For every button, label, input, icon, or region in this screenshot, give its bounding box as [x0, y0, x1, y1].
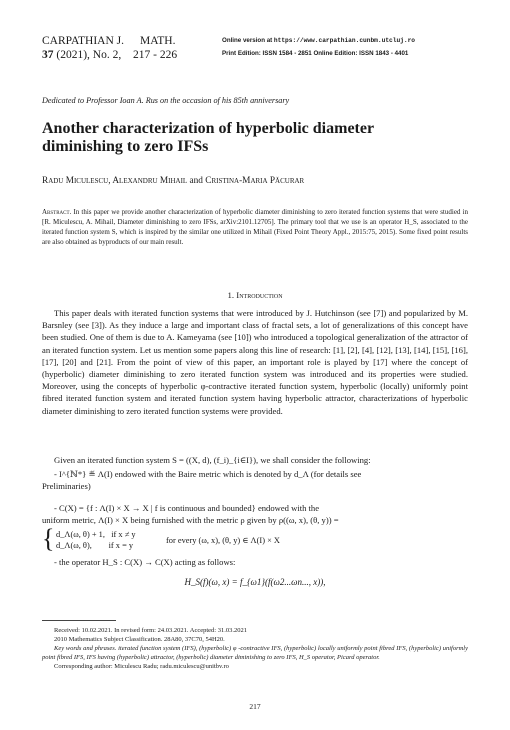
page-number: 217	[249, 702, 261, 711]
bullet-cx-line2: uniform metric, Λ(I) × X being furnished with the metric ρ given by ρ((ω, x), (θ, y)) =	[42, 515, 339, 526]
author-1: Radu Miculescu	[42, 176, 109, 186]
footnote-msc: 2010 Mathematics Subject Classification. 28A80, 37C70, 54H20.	[54, 636, 225, 643]
abstract-label: Abstract.	[42, 208, 72, 216]
page-range	[133, 48, 177, 62]
author-list	[42, 176, 304, 186]
footnote-rule	[42, 620, 116, 621]
bullet-lambda-line2: Preliminaries)	[42, 481, 91, 492]
title-line-1: Another characterization of hyperbolic diameter	[42, 120, 375, 137]
journal-name	[42, 34, 124, 48]
intro-paragraph-2: Given an iterated function system S = ((X, d), (f_i)_{i∈I}), we shall consider the following:	[54, 455, 371, 465]
online-url-link[interactable]: https://www.carpathian.cunbm.utcluj.ro	[273, 37, 416, 44]
author-2: Alexandru Mihail	[112, 176, 188, 186]
bullet-cx	[42, 502, 468, 526]
bullet-lambda	[42, 468, 468, 492]
operator-formula: H_S(f)(ω, x) = f_{ω1}(f(ω2...ωn..., x)),	[184, 577, 326, 587]
abstract	[42, 207, 468, 247]
author-and: and	[187, 176, 206, 186]
footnotes	[42, 626, 468, 671]
journal-title: CARPATHIAN J.	[42, 35, 125, 47]
section-heading	[0, 290, 510, 300]
online-label: Online version at	[222, 37, 274, 44]
issn-info	[222, 49, 408, 59]
footnote-received: Received: 10.02.2021. In revised form: 24.03.2021. Accepted: 31.03.2021	[54, 627, 247, 634]
dedication: Dedicated to Professor Ioan A. Rus on the occasion of his 85th anniversary	[42, 96, 290, 105]
author-3: Cristina-Maria Păcurar	[205, 176, 305, 186]
footnote-keywords: Key words and phrases. iterated function system (IFS), (hyperbolic) φ -contractive IFS, (hyperbolic) locally uniformly point fibred IFS, (hyperbolic) uniformly point fibred IFS, IFS having (hyperbolic) attractor, (hyperbolic) diameter diminishing to zero IFS, H_S operator, Picard operator.	[42, 645, 468, 661]
case-line-2: d_Λ(ω, θ), if x = y	[56, 541, 134, 550]
section-number: 1.	[227, 290, 237, 300]
footnote-corresponding-author: Corresponding author: Miculescu Radu; radu.miculescu@unitbv.ro	[54, 663, 229, 670]
journal-math-label: MATH.	[140, 35, 176, 47]
case-brace: {	[42, 524, 55, 553]
volume-number: 37	[42, 49, 54, 61]
intro-paragraph-1: This paper deals with iterated function systems that were introduced by J. Hutchinson (see [7]) and popularized by M. Barsnley (see [3]). As they induce a large and important class of fractal sets, a lot of generalizations of this concept have been studied. One of them is due to A. Kameyama (see [10]) who introduced a topological generalization of the attractor of an iterated function system. Let us mention some papers along this line of research: [1], [2], [4], [12], [13], [14], [15], [16], [17], [20] and [21]. From the point of view of this paper, an important role is played by [17] where the concept of (hyperbolic) diameter diminishing to zero iterated function system was introduced and its properties were studied. Moreover, using the concepts of hyperbolic φ-contractive iterated function system, hyperbolic (locally) uniformly point fibred iterated function system and iterated function system having hyperbolic attractor, characterizations of hyperbolic diameter diminishing to zero iterated function systems were provided.	[42, 308, 468, 416]
bullet-operator: - the operator H_S : C(X) → C(X) acting as follows:	[54, 557, 236, 567]
bullet-cx-line1: - C(X) = {f : Λ(I) × X → X | f is continuous and bounded} endowed with the	[54, 503, 320, 513]
bullet-lambda-line1: - I^{ℕ*} ≝ Λ(I) endowed with the Baire metric which is denoted by d_Λ (for details see	[54, 469, 362, 479]
journal-math	[140, 34, 175, 48]
online-version	[222, 36, 415, 46]
abstract-text: In this paper we provide another characterization of hyperbolic diameter diminishing to zero iterated function systems that were studied in [R. Miculescu, A. Mihail, Diameter diminishing to zero IFSs, arXiv:2101.12705]. The primary tool that we use is an operator H_S, associated to the iterated function system S, which is inspired by the similar one utilized in Mihail (Fixed Point Theory Appl., 2015:75, 2015). Some fixed point results are also obtained as byproducts of our main result.	[42, 208, 468, 247]
page-range-text: 217 - 226	[133, 49, 178, 61]
volume-year-issue: (2021), No. 2,	[53, 49, 122, 61]
title-line-2: diminishing to zero IFSs	[42, 138, 209, 155]
case-line-1: d_Λ(ω, θ) + 1, if x ≠ y	[56, 530, 136, 539]
paper-title	[42, 120, 462, 156]
author-separator: ,	[108, 176, 113, 186]
case-condition: for every (ω, x), (θ, y) ∈ Λ(I) × X	[166, 536, 280, 545]
volume-info	[42, 48, 121, 62]
section-title: Introduction	[236, 290, 283, 300]
issn-text: Print Edition: ISSN 1584 - 2851 Online Edition: ISSN 1843 - 4401	[222, 50, 409, 57]
